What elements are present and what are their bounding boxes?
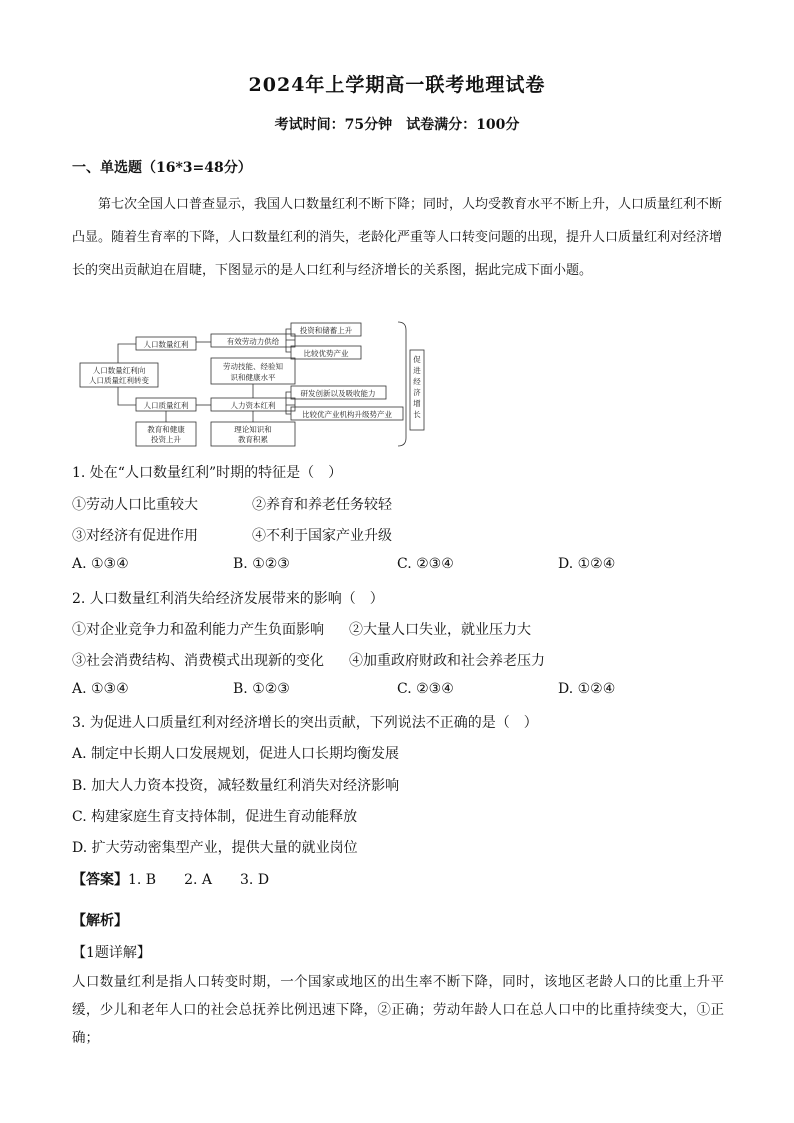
diagram-result-char: 促 xyxy=(413,355,421,364)
diagram-result-char: 经 xyxy=(413,377,421,386)
exam-info: 考试时间：75分钟 试卷满分：100分 xyxy=(274,117,520,133)
q2-option-a[interactable]: A. ①③④ xyxy=(72,681,129,697)
diagram-root-line2: 人口质量红利转变 xyxy=(89,376,149,385)
q2-statement-1: ①对企业竞争力和盈利能力产生负面影响 xyxy=(72,622,324,638)
q2-statement-4: ④加重政府财政和社会养老压力 xyxy=(349,653,545,669)
diagram-result-char: 增 xyxy=(413,399,421,408)
diagram-knowledge-line2: 教育积累 xyxy=(238,435,268,444)
diagram-investment: 投资和储蓄上升 xyxy=(299,326,353,335)
q1-statement-4: ④不利于国家产业升级 xyxy=(252,528,392,544)
answer-text: 1. B 2. A 3. D xyxy=(128,872,270,888)
q2-option-c[interactable]: C. ②③④ xyxy=(397,681,454,697)
q1-stem: 1. 处在“人口数量红利”时期的特征是（ ） xyxy=(72,465,343,481)
q2-option-d[interactable]: D. ①②④ xyxy=(558,681,616,697)
diagram-advantage: 比较优势产业 xyxy=(303,349,349,358)
diagram-edu-line2: 投资上升 xyxy=(151,435,181,444)
diagram-innovation: 研发创新以及吸收能力 xyxy=(300,389,376,398)
q1-statement-1: ①劳动人口比重较大 xyxy=(72,497,198,513)
diagram-quantity: 人口数量红利 xyxy=(143,340,189,349)
diagram-edu-line1: 教育和健康 xyxy=(147,425,185,434)
diagram-labor-supply: 有效劳动力供给 xyxy=(226,337,280,346)
intro-paragraph: 第七次全国人口普查显示，我国人口数量红利不断下降；同时，人均受教育水平不断上升，人口质量红利不断凸显。随着生育率的下降，人口数量红利的消失，老龄化严重等人口转变问题的出现，提升人口质量红利对经济增长的突出贡献迫在眉睫，下图显示的是人口红利与经济增长的关系图，据此完成下面小题。 xyxy=(72,197,723,278)
q2-statement-2: ②大量人口失业，就业压力大 xyxy=(349,622,531,638)
diagram-skills-line2: 识和健康水平 xyxy=(230,373,276,382)
q1-option-d[interactable]: D. ①②④ xyxy=(558,556,616,572)
diagram-knowledge-line1: 理论知识和 xyxy=(234,425,272,434)
q3-stem: 3. 为促进人口质量红利对经济增长的突出贡献，下列说法不正确的是（ ） xyxy=(72,715,538,731)
answer-tag: 【答案】 xyxy=(72,872,128,888)
q1-option-a[interactable]: A. ①③④ xyxy=(72,556,129,572)
population-dividend-diagram xyxy=(78,320,438,448)
q1-statement-2: ②养育和养老任务较轻 xyxy=(252,497,392,513)
q3-option-c[interactable]: C. 构建家庭生育支持体制，促进生育动能释放 xyxy=(72,809,358,825)
explanation-paragraph: 人口数量红利是指人口转变时期，一个国家或地区的出生率不断下降，同时，该地区老龄人口的比重上升平缓，少儿和老年人口的社会总抚养比例迅速下降，②正确；劳动年龄人口在总人口中的比重持续变大，①正确； xyxy=(72,974,724,1046)
q3-option-b[interactable]: B. 加大人力资本投资，减轻数量红利消失对经济影响 xyxy=(72,778,400,794)
detail-heading: 【1题详解】 xyxy=(72,945,151,961)
q3-option-a[interactable]: A. 制定中长期人口发展规划，促进人口长期均衡发展 xyxy=(72,746,400,762)
diagram-result xyxy=(413,355,421,419)
diagram-result-char: 进 xyxy=(413,366,421,375)
diagram-upgrade: 比较优产业机构升级势产业 xyxy=(302,410,392,419)
q1-option-b[interactable]: B. ①②③ xyxy=(233,556,290,572)
diagram-root-line1: 人口数量红利向 xyxy=(92,366,146,375)
page-title: 2024年上学期高一联考地理试卷 xyxy=(248,74,546,96)
diagram-human-capital: 人力资本红利 xyxy=(230,401,276,410)
diagram-skills-line1: 劳动技能、经验知 xyxy=(223,362,283,371)
diagram-result-char: 济 xyxy=(413,388,421,397)
diagram-result-char: 长 xyxy=(413,410,421,419)
q2-statement-3: ③社会消费结构、消费模式出现新的变化 xyxy=(72,653,324,669)
section-heading: 一、单选题（16*3=48分） xyxy=(72,160,252,176)
diagram-quality: 人口质量红利 xyxy=(143,401,189,410)
q2-option-b[interactable]: B. ①②③ xyxy=(233,681,290,697)
q2-stem: 2. 人口数量红利消失给经济发展带来的影响（ ） xyxy=(72,591,384,607)
q1-statement-3: ③对经济有促进作用 xyxy=(72,528,198,544)
analysis-heading: 【解析】 xyxy=(72,913,128,929)
q1-option-c[interactable]: C. ②③④ xyxy=(397,556,454,572)
answer-line xyxy=(72,869,269,889)
q3-option-d[interactable]: D. 扩大劳动密集型产业，提供大量的就业岗位 xyxy=(72,840,358,856)
